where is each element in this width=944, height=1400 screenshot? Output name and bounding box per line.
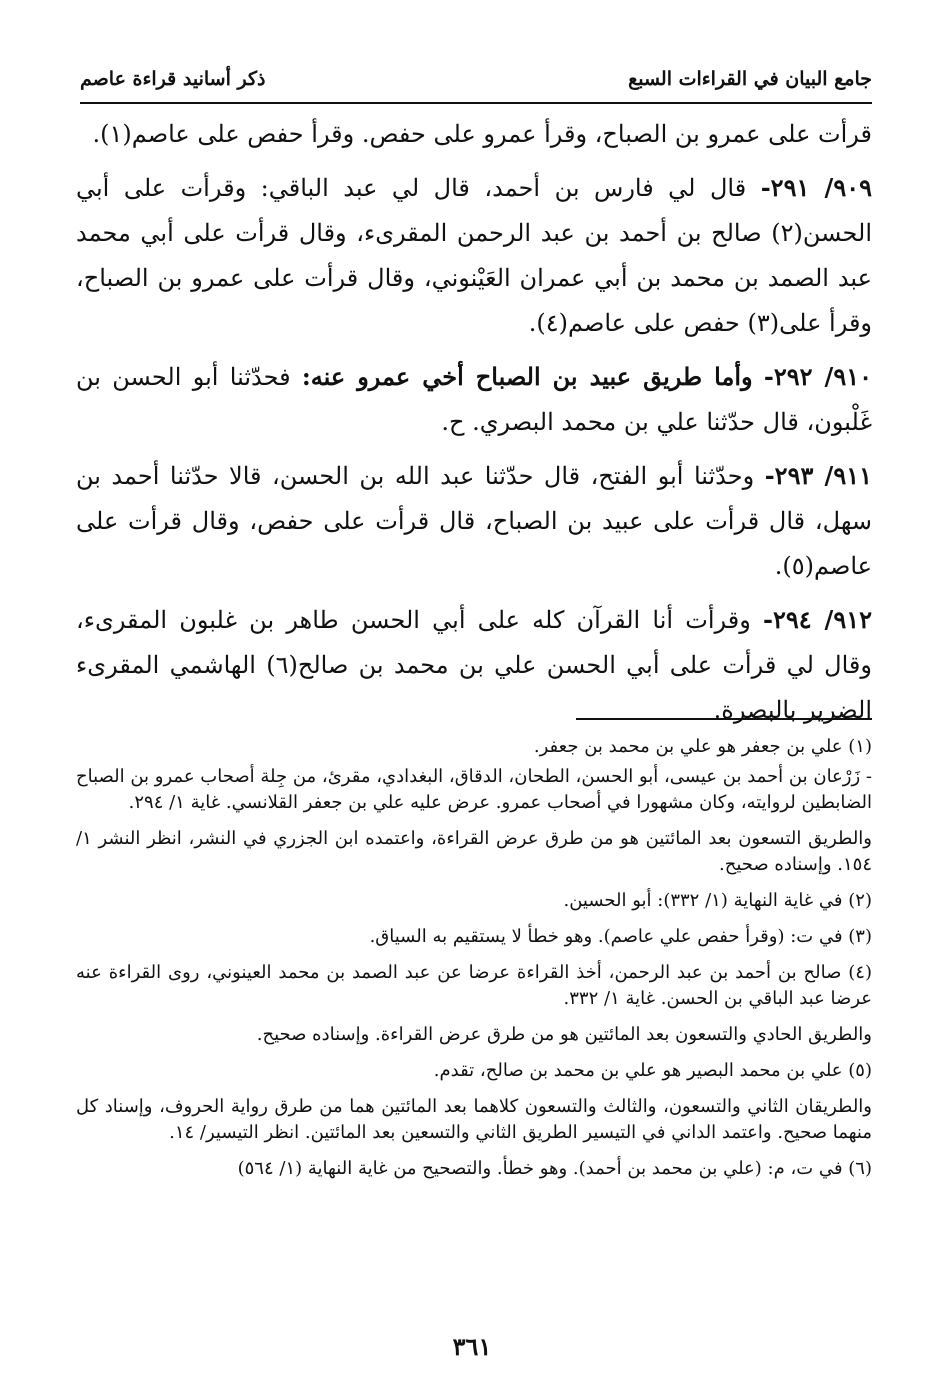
running-header [80, 62, 872, 104]
page-number: ٣٦١ [452, 1332, 492, 1361]
footnote-1-route: والطريق التسعون بعد المائتين هو من طرق عرض القراءة، واعتمده ابن الجزري في النشر، انظر النشر ١/ ١٥٤. وإسناده صحيح. [76, 828, 872, 875]
footnote-1-continued: - زَرْعان بن أحمد بن عيسى، أبو الحسن، الطحان، الدقاق، البغدادي، مقرئ، من جِلة أصحاب عمرو بن الصباح الضابطين لروايته، وكان مشهورا في أصحاب عمرو. عرض عليه علي بن جعفر القلانسي. غاية ١/ ٢٩٤. [76, 766, 872, 813]
footnote-5-route: والطريقان الثاني والتسعون، والثالث والتسعون كلاهما بعد المائتين هما من طرق رواية الحروف، وإسناد كل منهما صحيح. واعتمد الداني في التيسير الطريق الثاني والتسعين بعد المائتين. انظر التيسير/ ١٤. [76, 1096, 872, 1143]
paragraph-911 [76, 453, 872, 589]
paragraph-text: قال لي فارس بن أحمد، قال لي عبد الباقي: وقرأت على أبي الحسن(٢) صالح بن أحمد بن عبد الرحمن المقرىء، وقال قرأت على أبي محمد عبد الصمد بن محمد بن أبي عمران العَيْنوني، وقال قرأت على عمرو بن الصباح، وقرأ على(٣) حفص على عاصم(٤). [76, 174, 872, 337]
paragraph-912 [76, 597, 872, 733]
footnotes [76, 734, 872, 1192]
paragraph-number: ٩٠٩/ ٢٩١- [760, 173, 872, 202]
footnote-5: (٥) علي بن محمد البصير هو علي بن محمد بن صالح، تقدم. [433, 1060, 872, 1081]
footnote-4: (٤) صالح بن أحمد بن عبد الرحمن، أخذ القراءة عرضا عن عبد الصمد بن محمد العينوني، روى القراءة عنه عرضا عبد الباقي بن الحسن. غاية ١/ ٣٣٢. [76, 962, 872, 1009]
main-text [76, 112, 872, 741]
paragraph-text: فحدّثنا أبو الحسن بن غَلْبون، قال حدّثنا علي بن محمد البصري. ح. [76, 363, 872, 436]
footnote-divider [576, 718, 872, 720]
paragraph-1: قرأت على عمرو بن الصباح، وقرأ عمرو على حفص. وقرأ حفص على عاصم(١). [92, 120, 872, 148]
footnote-4-route: والطريق الحادي والتسعون بعد المائتين هو من طرق عرض القراءة. وإسناده صحيح. [256, 1024, 872, 1045]
paragraph-number: ٩١٠/ ٢٩٢- [763, 362, 872, 391]
section-title: ذكر أسانيد قراءة عاصم [80, 68, 266, 90]
paragraph-text: وقرأت أنا القرآن كله على أبي الحسن طاهر بن غلبون المقرىء، وقال لي قرأت على أبي الحسن علي بن محمد بن صالح(٦) الهاشمي المقرىء الضرير بالبصرة. [76, 606, 872, 724]
paragraph-909 [76, 165, 872, 346]
footnote-2: (٢) في غاية النهاية (١/ ٣٣٢): أبو الحسين. [563, 890, 872, 911]
book-title: جامع البيان في القراءات السبع [628, 68, 872, 90]
paragraph-number: ٩١١/ ٢٩٣- [764, 461, 872, 490]
footnote-6: (٦) في ت، م: (علي بن محمد بن أحمد). وهو خطأ. والتصحيح من غاية النهاية (١/ ٥٦٤) [237, 1158, 872, 1179]
paragraph-number: ٩١٢/ ٢٩٤- [763, 605, 872, 634]
footnote-1: (١) علي بن جعفر هو علي بن محمد بن جعفر. [533, 736, 872, 757]
paragraph-text: وحدّثنا أبو الفتح، قال حدّثنا عبد الله بن الحسن، قالا حدّثنا أحمد بن سهل، قال قرأت على عبيد بن الصباح، قال قرأت على حفص، وقال قرأت على عاصم(٥). [76, 462, 872, 580]
paragraph-910 [76, 354, 872, 445]
paragraph-heading: وأما طريق عبيد بن الصباح أخي عمرو عنه: [301, 362, 753, 391]
footnote-3: (٣) في ت: (وقرأ حفص علي عاصم). وهو خطأ لا يستقيم به السياق. [369, 926, 872, 947]
